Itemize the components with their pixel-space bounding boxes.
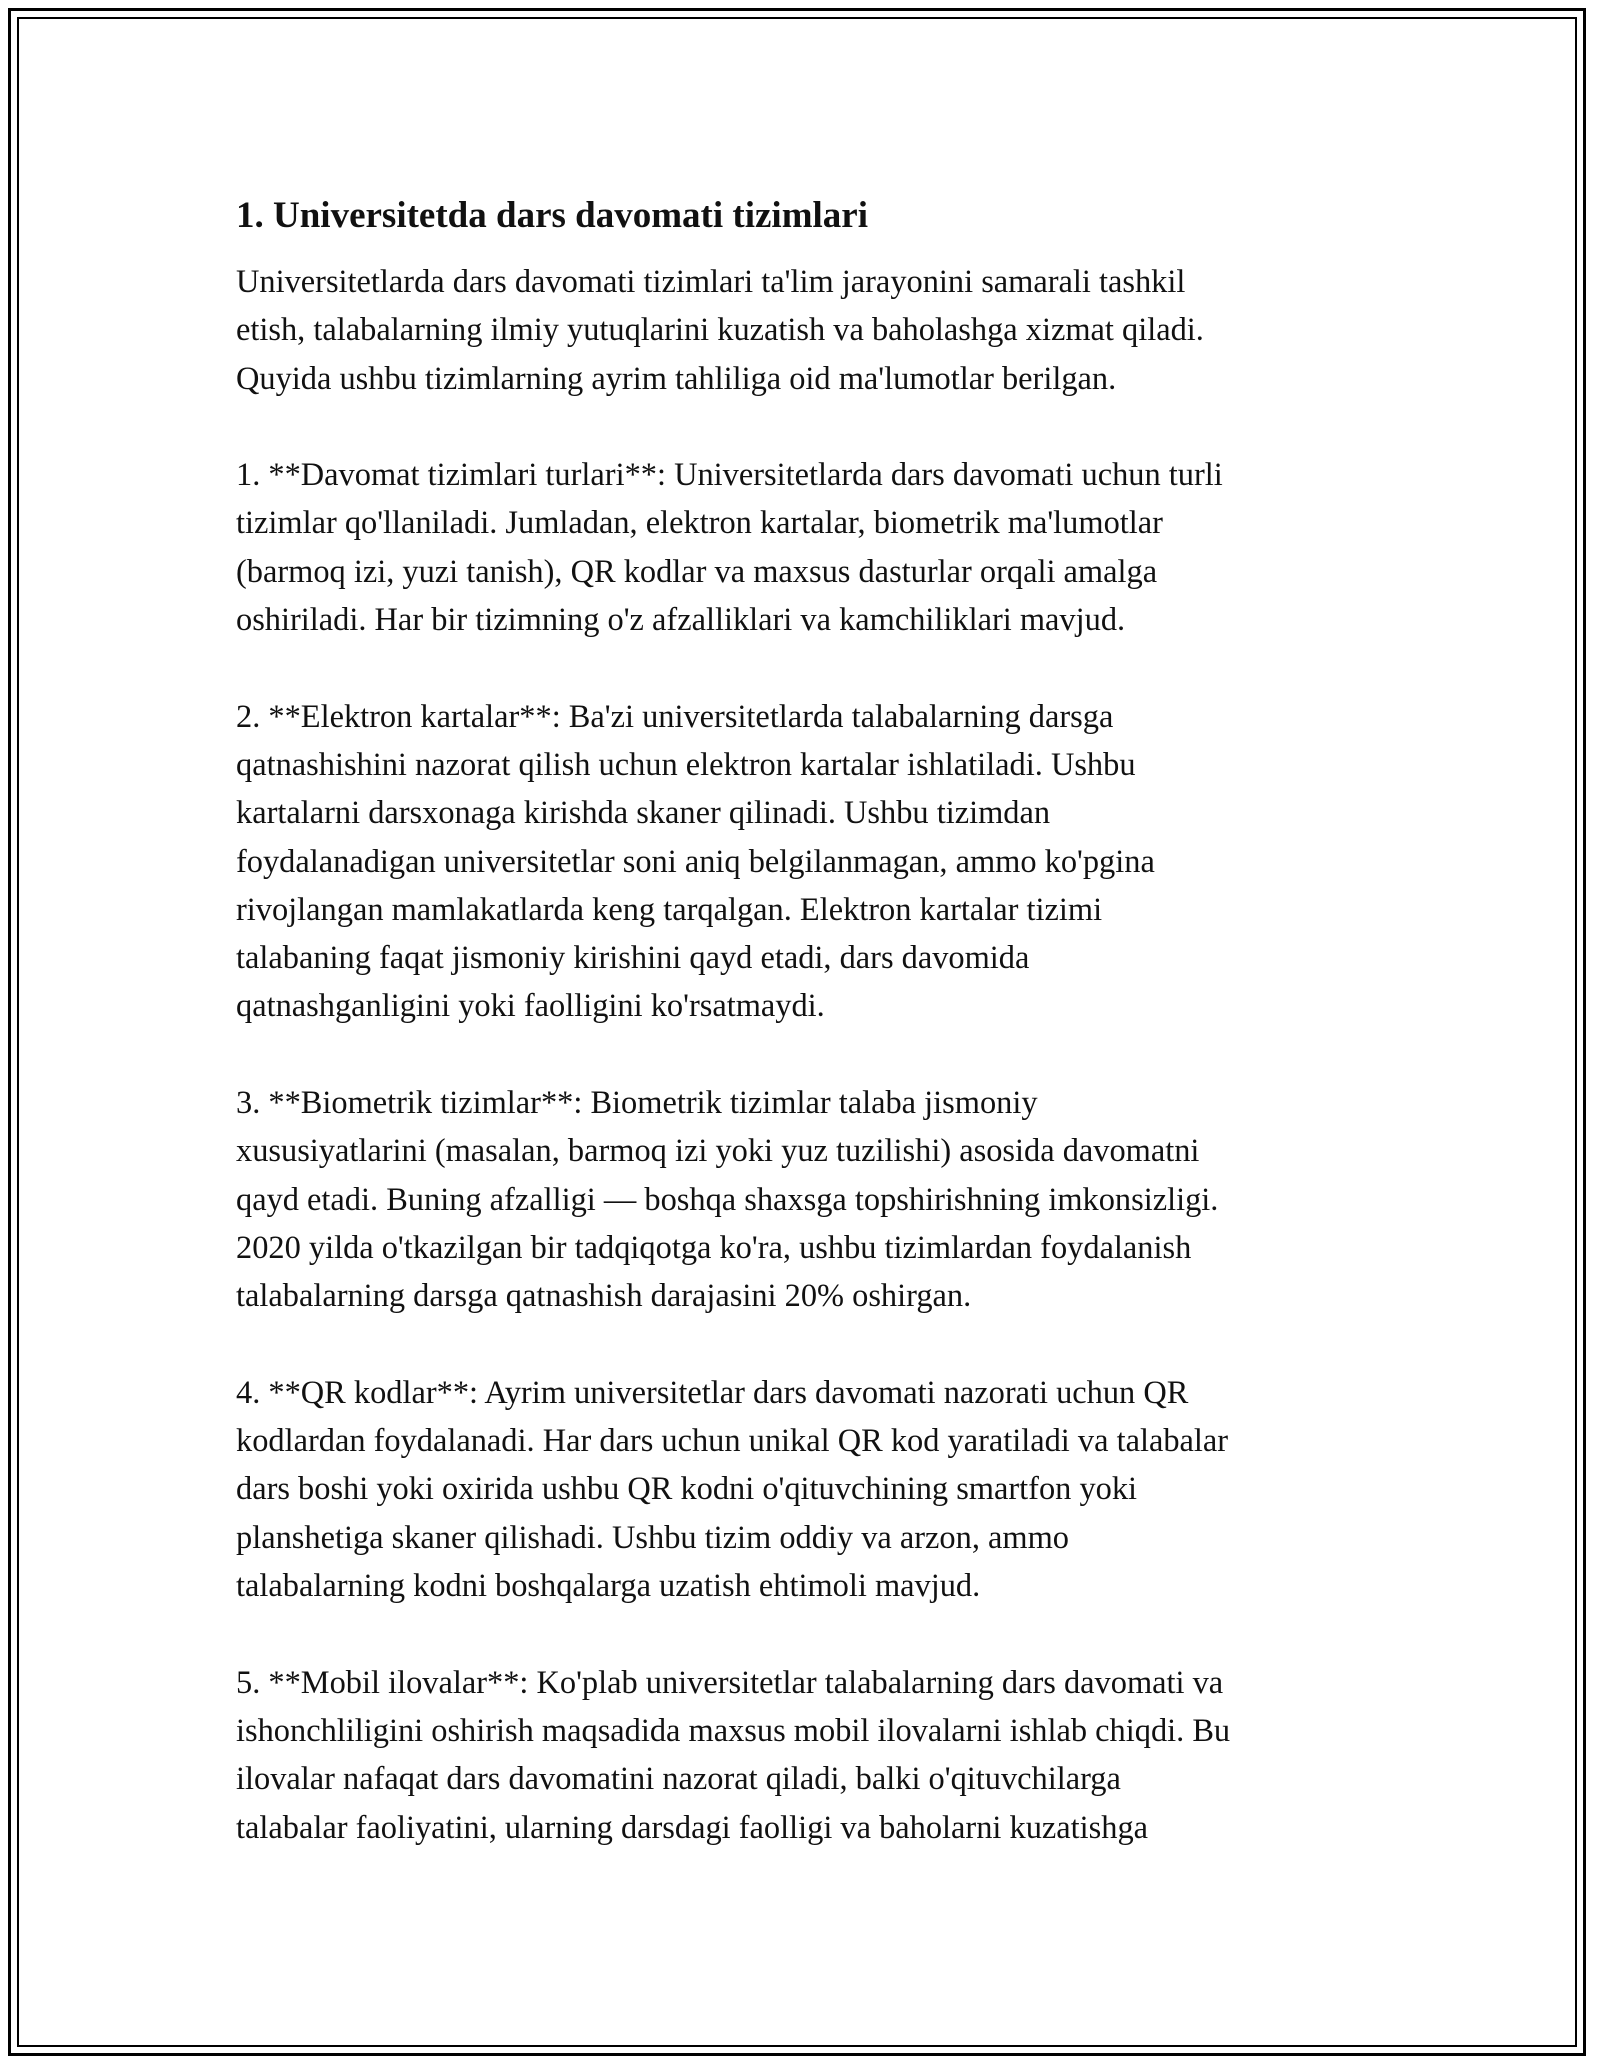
paragraph-spacer — [236, 644, 1376, 692]
list-item-mobile-apps: 5. **Mobil ilovalar**: Ko'plab universitetlar talabalarning dars davomati va ishonchliligini oshirish maqsadida maxsus mobil ilovalarni ishlab chiqdi. Bu ilovalar nafaqat dars davomatini nazorat qiladi, balki o'qituvchilarga talabalar faoliyatini, ularning darsdagi faolligi va baholarni kuzatishga — [236, 1664, 1231, 1846]
list-item-biometric-systems: 3. **Biometrik tizimlar**: Biometrik tizimlar talaba jismoniy xususiyatlarini (masalan, barmoq izi yoki yuz tuzilishi) asosida davomatni qayd etadi. Buning afzalligi — boshqa shaxsga topshirishning imkonsizligi. 2020 yilda o'tkazilgan bir tadqiqotga ko'ra, ushbu tizimlardan foydalanish talabalarning darsga qatnashish darajasini 20% oshirgan. — [236, 1085, 1219, 1315]
paragraph-spacer — [236, 1031, 1376, 1079]
document-title: 1. Universitetda dars davomati tizimlari — [236, 195, 868, 236]
paragraph-spacer — [236, 403, 1376, 451]
document-body — [236, 188, 1376, 1852]
list-item-electronic-cards: 2. **Elektron kartalar**: Ba'zi universitetlarda talabalarning darsga qatnashishini nazorat qilish uchun elektron kartalar ishlatiladi. Ushbu kartalarni darsxonaga kirishda skaner qilinadi. Ushbu tizimdan foydalanadigan universitetlar soni aniq belgilanmagan, ammo ko'pgina rivojlangan mamlakatlarda keng tarqalgan. Elektron kartalar tizimi talabaning faqat jismoniy kirishini qayd etadi, dars davomida qatnashganligini yoki faolligini ko'rsatmaydi. — [236, 698, 1155, 1025]
paragraph-spacer — [236, 1610, 1376, 1658]
paragraph-spacer — [236, 1321, 1376, 1369]
list-item-qr-codes: 4. **QR kodlar**: Ayrim universitetlar dars davomati nazorati uchun QR kodlardan foydalanadi. Har dars uchun unikal QR kod yaratiladi va talabalar dars boshi yoki oxirida ushbu QR kodni o'qituvchining smartfon yoki planshetiga skaner qilishadi. Ushbu tizim oddiy va arzon, ammo talabalarning kodni boshqalarga uzatish ehtimoli mavjud. — [236, 1374, 1229, 1605]
intro-paragraph: Universitetlarda dars davomati tizimlari ta'lim jarayonini samarali tashkil etish, talabalarning ilmiy yutuqlarini kuzatish va baholashga xizmat qiladi. Quyida ushbu tizimlarning ayrim tahliliga oid ma'lumotlar berilgan. — [236, 264, 1204, 397]
list-item-attendance-types: 1. **Davomat tizimlari turlari**: Universitetlarda dars davomati uchun turli tizimlar qo'llaniladi. Jumladan, elektron kartalar, biometrik ma'lumotlar (barmoq izi, yuzi tanish), QR kodlar va maxsus dasturlar orqali amalga oshiriladi. Har bir tizimning o'z afzalliklari va kamchiliklari mavjud. — [236, 457, 1223, 639]
